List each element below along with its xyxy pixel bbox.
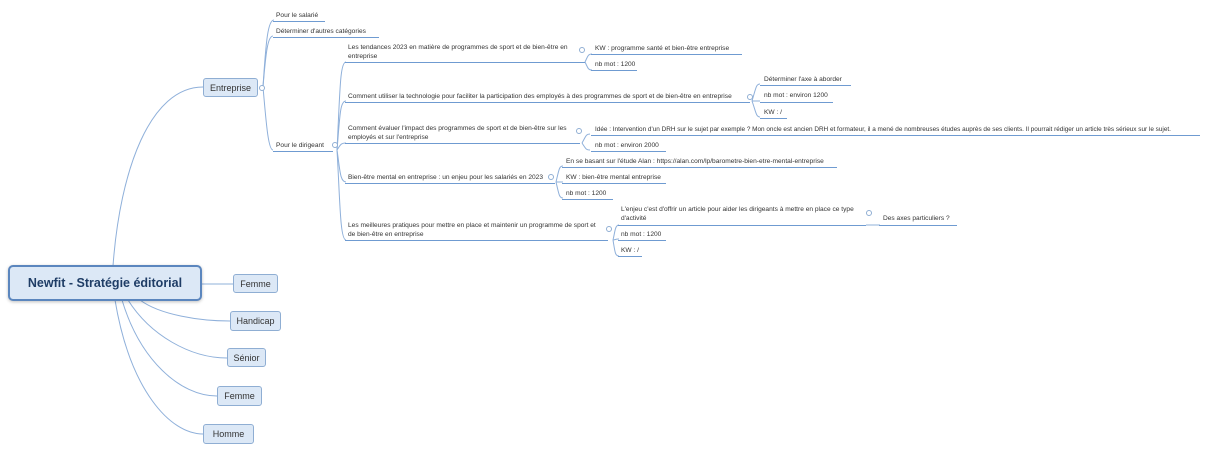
underline bbox=[591, 151, 666, 152]
topic-evaluer-nb-mot[interactable]: nb mot : environ 2000 bbox=[595, 142, 659, 149]
underline bbox=[760, 118, 787, 119]
subtopic-autres-categories[interactable]: Déterminer d'autres catégories bbox=[276, 28, 366, 35]
topic-bien-etre-source[interactable]: En se basant sur l'étude Alan : https://alan.com/lp/barometre-bien-etre-mental-entreprise bbox=[566, 158, 824, 165]
topic-technologie-kw[interactable]: KW : / bbox=[764, 109, 782, 116]
underline bbox=[273, 21, 325, 22]
underline bbox=[591, 70, 637, 71]
underline bbox=[562, 183, 666, 184]
topic-pratiques-kw[interactable]: KW : / bbox=[621, 247, 639, 254]
topic-evaluer-impact[interactable]: Comment évaluer l'impact des programmes de sport et de bien-être sur les employés et sur l'entreprise bbox=[348, 125, 567, 141]
underline bbox=[760, 85, 851, 86]
topic-homme-label: Homme bbox=[212, 429, 245, 439]
topic-femme-2-label: Femme bbox=[224, 391, 255, 401]
underline bbox=[760, 102, 833, 103]
collapse-toggle-icon[interactable] bbox=[576, 128, 582, 134]
underline bbox=[273, 151, 333, 152]
topic-pratiques-nb-mot[interactable]: nb mot : 1200 bbox=[621, 231, 662, 238]
collapse-toggle-icon[interactable] bbox=[747, 94, 753, 100]
underline bbox=[345, 62, 585, 63]
topic-homme[interactable] bbox=[203, 424, 254, 444]
root-topic[interactable] bbox=[8, 265, 202, 301]
underline bbox=[345, 102, 750, 103]
subtopic-salarie[interactable]: Pour le salarié bbox=[276, 12, 319, 19]
underline bbox=[273, 37, 379, 38]
subtopic-dirigeant[interactable]: Pour le dirigeant bbox=[276, 142, 325, 149]
underline bbox=[345, 240, 608, 241]
underline bbox=[562, 199, 613, 200]
topic-tendances-2023[interactable]: Les tendances 2023 en matière de programmes de sport et de bien-être en entreprise bbox=[348, 44, 568, 60]
underline bbox=[562, 167, 837, 168]
topic-evaluer-idee[interactable]: Idée : Intervention d'un DRH sur le sujet par exemple ? Mon oncle est ancien DRH et formateur, il a mené de nombreuses études auprès de ses clients. Il pourrait rédiger un article très sérieux sur le sujet. bbox=[595, 126, 1171, 133]
underline bbox=[618, 256, 642, 257]
topic-tendances-kw[interactable]: KW : programme santé et bien-être entreprise bbox=[595, 45, 730, 52]
collapse-toggle-icon[interactable] bbox=[259, 85, 265, 91]
topic-pratiques-axes[interactable]: Des axes particuliers ? bbox=[883, 215, 950, 222]
underline bbox=[618, 240, 666, 241]
topic-entreprise-label: Entreprise bbox=[209, 82, 252, 93]
topic-femme-1-label: Femme bbox=[240, 278, 271, 289]
topic-pratiques-enjeu[interactable]: L'enjeu c'est d'offrir un article pour aider les dirigeants à mettre en place ce type d'activité bbox=[621, 206, 854, 222]
underline bbox=[591, 54, 742, 55]
topic-technologie[interactable]: Comment utiliser la technologie pour faciliter la participation des employés à des programmes de sport et de bien-être en entreprise bbox=[348, 93, 732, 100]
topic-meilleures-pratiques[interactable]: Les meilleures pratiques pour mettre en place et maintenir un programme de sport et de bien-être en entreprise bbox=[348, 222, 596, 238]
collapse-toggle-icon[interactable] bbox=[548, 174, 554, 180]
topic-tendances-nb-mot[interactable]: nb mot : 1200 bbox=[595, 61, 636, 68]
topic-senior-label: Sénior bbox=[233, 352, 260, 363]
topic-bien-etre-kw[interactable]: KW : bien-être mental entreprise bbox=[566, 174, 661, 181]
collapse-toggle-icon[interactable] bbox=[579, 47, 585, 53]
underline bbox=[345, 143, 580, 144]
topic-bien-etre-mental[interactable]: Bien-être mental en entreprise : un enjeu pour les salariés en 2023 bbox=[348, 174, 544, 181]
topic-senior[interactable] bbox=[227, 348, 266, 367]
underline bbox=[618, 225, 866, 226]
underline bbox=[591, 135, 1200, 136]
underline bbox=[345, 183, 555, 184]
root-title: Newfit - Stratégie éditorial bbox=[27, 276, 183, 290]
topic-handicap[interactable] bbox=[230, 311, 281, 331]
topic-femme-1[interactable] bbox=[233, 274, 278, 293]
collapse-toggle-icon[interactable] bbox=[866, 210, 872, 216]
topic-bien-etre-nb-mot[interactable]: nb mot : 1200 bbox=[566, 190, 607, 197]
topic-technologie-nb-mot[interactable]: nb mot : environ 1200 bbox=[764, 92, 828, 99]
collapse-toggle-icon[interactable] bbox=[332, 142, 338, 148]
underline bbox=[879, 225, 957, 226]
topic-entreprise[interactable] bbox=[203, 78, 258, 97]
topic-femme-2[interactable] bbox=[217, 386, 262, 406]
collapse-toggle-icon[interactable] bbox=[606, 226, 612, 232]
topic-technologie-axe[interactable]: Déterminer l'axe à aborder bbox=[764, 76, 842, 83]
topic-handicap-label: Handicap bbox=[236, 316, 275, 326]
